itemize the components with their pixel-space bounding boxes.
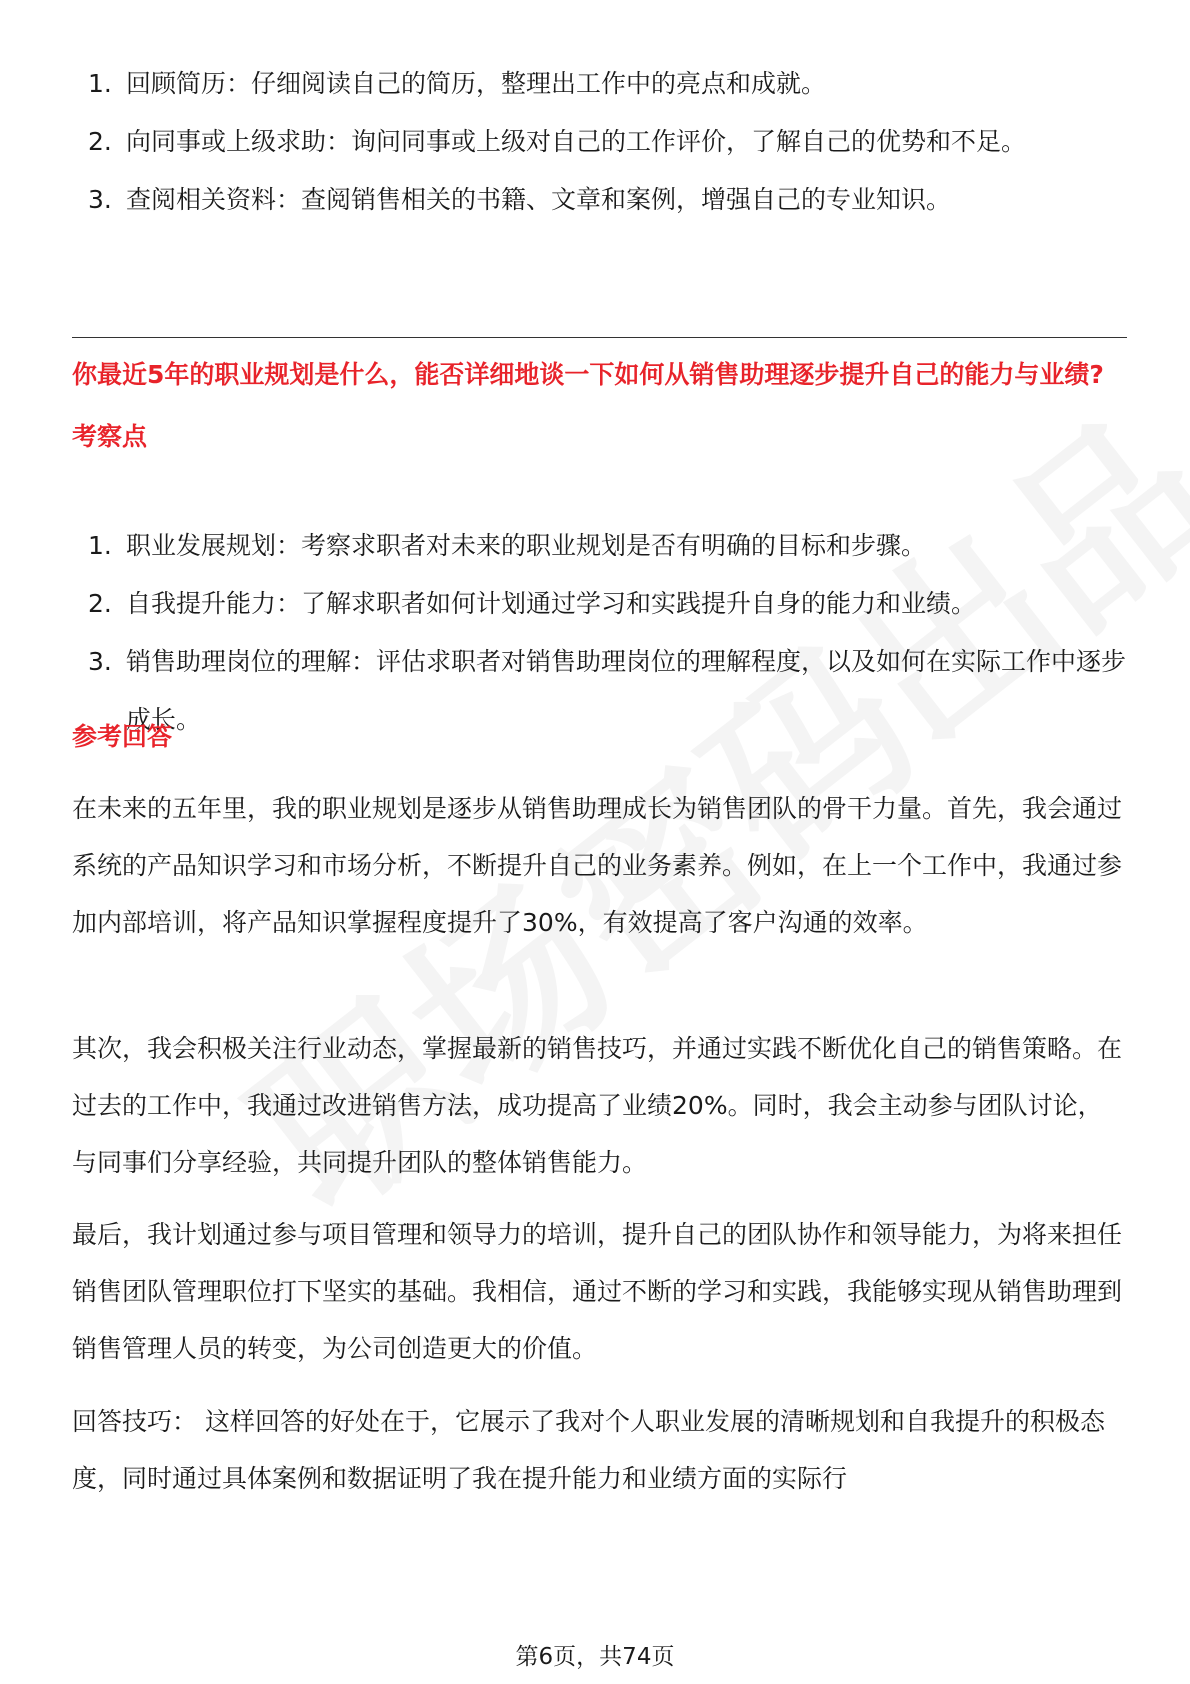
list-number: 2.	[88, 127, 112, 156]
list-number: 3.	[88, 647, 112, 676]
list-text: 职业发展规划：考察求职者对未来的职业规划是否有明确的目标和步骤。	[126, 531, 927, 560]
page-number: 第6页，共74页	[515, 1644, 675, 1670]
list-number: 1.	[88, 69, 112, 98]
answer-paragraph: 在未来的五年里，我的职业规划是逐步从销售助理成长为销售团队的骨干力量。首先，我会通过系统的产品知识学习和市场分析，不断提升自己的业务素养。例如，在上一个工作中，我通过参加内部培训，将产品知识掌握程度提升了30%，有效提高了客户沟通的效率。	[72, 794, 1123, 937]
answer-heading: 参考回答	[72, 722, 173, 751]
list-number: 3.	[88, 185, 112, 214]
list-item	[72, 575, 1127, 633]
tips-list	[72, 55, 1127, 229]
list-text: 查阅相关资料：查阅销售相关的书籍、文章和案例，增强自己的专业知识。	[126, 185, 952, 214]
assessment-heading: 考察点	[72, 422, 148, 451]
list-text: 向同事或上级求助：询问同事或上级对自己的工作评价，了解自己的优势和不足。	[126, 127, 1027, 156]
list-number: 2.	[88, 589, 112, 618]
list-item	[72, 633, 1127, 749]
question-title: 你最近5年的职业规划是什么，能否详细地谈一下如何从销售助理逐步提升自己的能力与业绩?	[72, 360, 1104, 389]
list-item	[72, 55, 1127, 113]
answer-paragraph: 其次，我会积极关注行业动态，掌握最新的销售技巧，并通过实践不断优化自己的销售策略。在过去的工作中，我通过改进销售方法，成功提高了业绩20%。同时，我会主动参与团队讨论，与同事们分享经验，共同提升团队的整体销售能力。	[72, 1034, 1123, 1177]
assessment-list	[72, 517, 1127, 749]
list-text: 销售助理岗位的理解：评估求职者对销售助理岗位的理解程度，以及如何在实际工作中逐步成长。	[126, 647, 1127, 734]
list-item	[72, 171, 1127, 229]
answer-paragraph: 最后，我计划通过参与项目管理和领导力的培训，提升自己的团队协作和领导能力，为将来担任销售团队管理职位打下坚实的基础。我相信，通过不断的学习和实践，我能够实现从销售助理到销售管理人员的转变，为公司创造更大的价值。	[72, 1220, 1123, 1363]
answer-tips-paragraph: 回答技巧： 这样回答的好处在于，它展示了我对个人职业发展的清晰规划和自我提升的积极态度，同时通过具体案例和数据证明了我在提升能力和业绩方面的实际行	[72, 1407, 1105, 1493]
list-item	[72, 517, 1127, 575]
list-number: 1.	[88, 531, 112, 560]
list-text: 自我提升能力：了解求职者如何计划通过学习和实践提升自身的能力和业绩。	[126, 589, 977, 618]
list-item	[72, 113, 1127, 171]
list-text: 回顾简历：仔细阅读自己的简历，整理出工作中的亮点和成就。	[126, 69, 827, 98]
section-divider	[72, 337, 1127, 338]
